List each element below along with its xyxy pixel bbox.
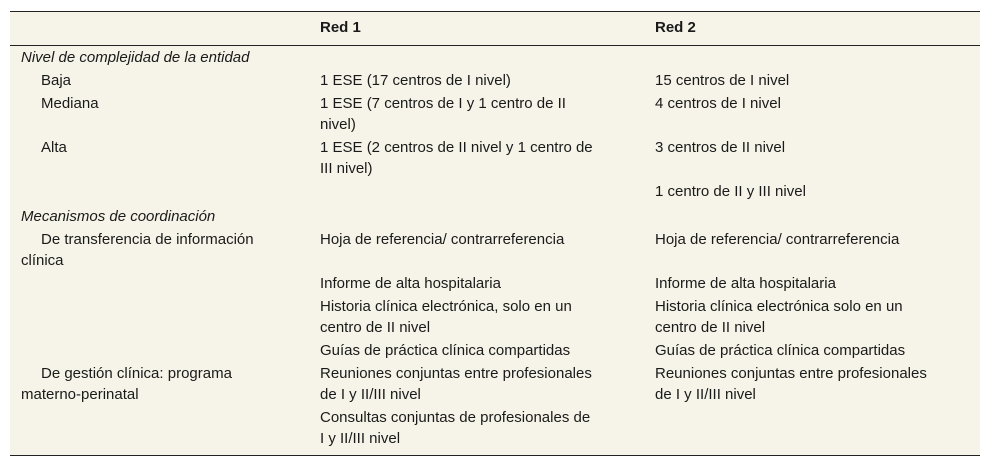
cell-red1-alta-line2: III nivel) [320,160,373,177]
section-title-coordination: Mecanismos de coordinación [21,208,216,225]
cell-red1-consultas-line1: Consultas conjuntas de profesionales de [320,409,591,426]
cell-red1-historia-line1: Historia clínica electrónica, solo en un [320,298,572,315]
cell-red2-historia-line2: centro de II nivel [655,319,766,336]
row-label-mediana: Mediana [41,95,99,112]
cell-red2-historia-line1: Historia clínica electrónica solo en un [655,298,903,315]
cell-red2-reuniones-line2: de I y II/III nivel [655,386,756,403]
row-label-gestion-line1: De gestión clínica: programa [41,365,232,382]
cell-red2-mediana: 4 centros de I nivel [655,95,781,112]
table-header [10,12,980,46]
cell-red1-historia-line2: centro de II nivel [320,319,431,336]
cell-red1-mediana-line2: nivel) [320,116,356,133]
row-label-alta: Alta [41,139,67,156]
cell-red1-reuniones-line2: de I y II/III nivel [320,386,421,403]
header-red-1: Red 1 [320,19,361,36]
row-label-transferencia-line1: De transferencia de información [41,231,254,248]
section-title-complexity: Nivel de complejidad de la entidad [21,49,250,66]
row-label-gestion-line2: materno-perinatal [21,386,139,403]
cell-red1-informe: Informe de alta hospitalaria [320,275,501,292]
row-label-baja: Baja [41,72,72,89]
cell-red2-extra: 1 centro de II y III nivel [655,183,806,200]
cell-red2-reuniones-line1: Reuniones conjuntas entre profesionales [655,365,927,382]
cell-red1-guias: Guías de práctica clínica compartidas [320,342,571,359]
cell-red1-baja: 1 ESE (17 centros de I nivel) [320,72,511,89]
cell-red1-consultas-line2: I y II/III nivel [320,430,401,447]
comparison-table [10,11,980,456]
cell-red2-baja: 15 centros de I nivel [655,72,790,89]
cell-red2-alta: 3 centros de II nivel [655,139,786,156]
header-red-2: Red 2 [655,19,696,36]
cell-red1-alta-line1: 1 ESE (2 centros de II nivel y 1 centro de [320,139,593,156]
cell-red2-informe: Informe de alta hospitalaria [655,275,836,292]
cell-red2-guias: Guías de práctica clínica compartidas [655,342,906,359]
cell-red1-mediana-line1: 1 ESE (7 centros de I y 1 centro de II [320,95,566,112]
cell-red2-hoja: Hoja de referencia/ contrarreferencia [655,231,900,248]
cell-red1-reuniones-line1: Reuniones conjuntas entre profesionales [320,365,592,382]
cell-red1-hoja: Hoja de referencia/ contrarreferencia [320,231,565,248]
row-label-transferencia-line2: clínica [21,252,64,269]
